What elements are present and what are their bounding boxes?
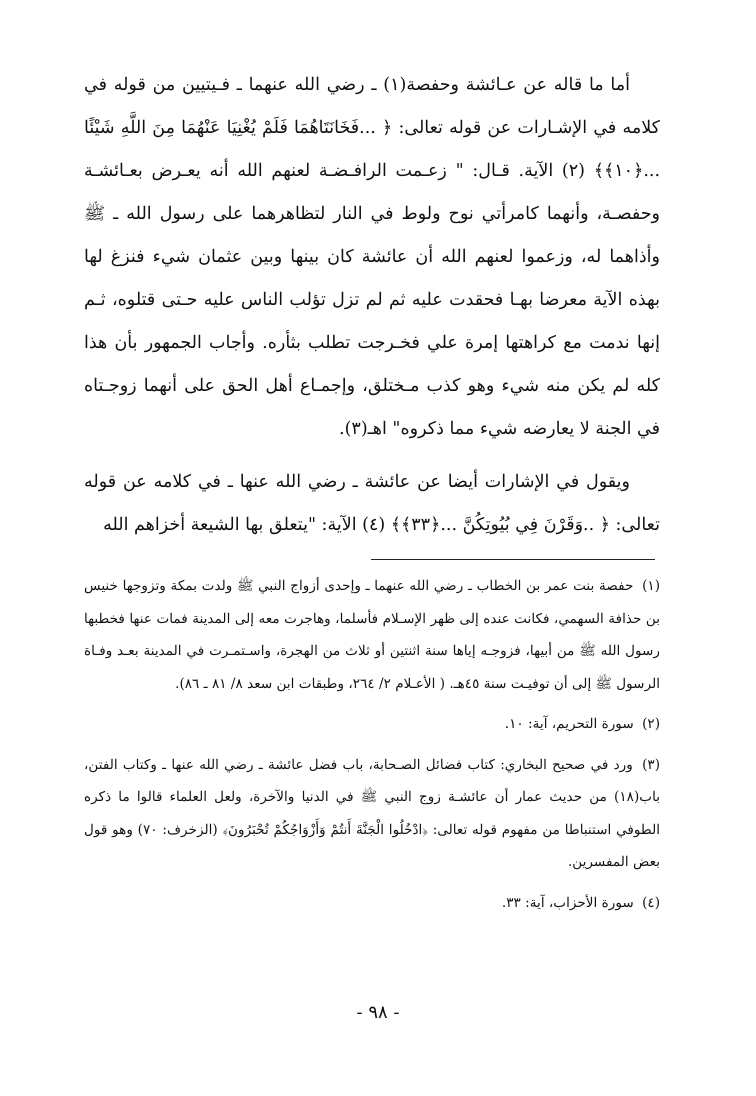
footnote <box>84 708 660 741</box>
footnote <box>84 749 660 879</box>
footnote-text: ورد في صحيح البخاري: كتاب فضائل الصـحابة، باب فضل عائشة ـ رضي الله عنها ـ وكتاب الفتن، باب(١٨) من حديث عمار أن عائشـة زوج النبي ﷺ في الدنيا والآخرة، ولعل العلماء قالوا ما ذكره الطوفي استنباطا من مفهوم قوله تعالى: ﴿ادْخُلُوا الْجَنَّةَ أَنتُمْ وَأَزْوَاجُكُمْ تُحْبَرُونَ﴾ (الزخرف: ٧٠) وهو قول بعض المفسرين. <box>84 756 660 870</box>
footnote-number: (١) <box>642 578 660 594</box>
paragraph: ويقول في الإشارات أيضا عن عائشة ـ رضي الله عنها ـ في كلامه عن قوله تعالى: ﴿ ..وَقَرْنَ فِي بُيُوتِكُنَّ ...﴿٣٣﴾﴾ (٤) الآية: "يتعلق بها الشيعة أخزاهم الله <box>84 472 660 535</box>
footnote <box>84 887 660 920</box>
footnote-text: حفصة بنت عمر بن الخطاب ـ رضي الله عنهما ـ وإحدى أزواج النبي ﷺ ولدت بمكة وتزوجها خنيس بن حذافة السهمي، فكانت عنده إلى ظهر الإسـلام فأسلما، وهاجرت معه إلى المدينة فمات عنها فخطبها رسول الله ﷺ من أبيها، فزوجـه إياها سنة اثنتين أو ثلاث من الهجرة، واسـتمـرت في المدينة بعـد وفـاة الرسول ﷺ إلى أن توفيـت سنة ٤٥هـ. ( الأعـلام ٢/ ٢٦٤، وطبقات ابن سعد ٨/ ٨١ ـ ٨٦). <box>84 578 660 692</box>
footnote <box>84 570 660 700</box>
footnote-number: (٢) <box>642 716 660 732</box>
footnotes <box>84 570 660 927</box>
footnote-number: (٣) <box>642 756 660 773</box>
footnote-separator <box>371 559 655 560</box>
page-number: - ٩٨ - <box>356 1002 400 1023</box>
paragraph: أما ما قاله عن عـائشة وحفصة(١) ـ رضي الله عنهما ـ فـيتيين من قوله في كلامه في الإشـارات عن قوله تعالى: ﴿ ...فَخَانَتَاهُمَا فَلَمْ يُغْنِيَا عَنْهُمَا مِنَ اللَّهِ شَيْئًا ...﴿١٠﴾﴾ (٢) الآية. قـال: " زعـمت الرافـضـة لعنهم الله أنه يعـرض بعـائشـة وحفصـة، وأنهما كامرأتي نوح ولوط في النار لتظاهرهما على رسول الله ـ ﷺ وأذاهما له، وزعموا لعنهم الله أن عائشة كان بينها وبين عثمان شيء فنزغ لها بهذه الآية معرضا بهـا فحقدت عليه ثم لم تزل تؤلب الناس عليه حـتى قتلوه، ثـم إنها ندمت مع كراهتها إمرة علي فخـرجت تطلب بثأره. وأجاب الجمهور بأن هذا كله لم يكن منه شيء وهو كذب مـختلق، وإجمـاع أهل الحق على أنهما زوجـتاه في الجنة لا يعارضه شيء مما ذكروه" اهـ(٣). <box>84 75 661 439</box>
footnote-number: (٤) <box>642 894 660 911</box>
main-text <box>84 64 660 557</box>
footnote-text: سورة الأحزاب، آية: ٣٣. <box>501 894 634 911</box>
footnote-text: سورة التحريم، آية: ١٠. <box>504 716 634 732</box>
